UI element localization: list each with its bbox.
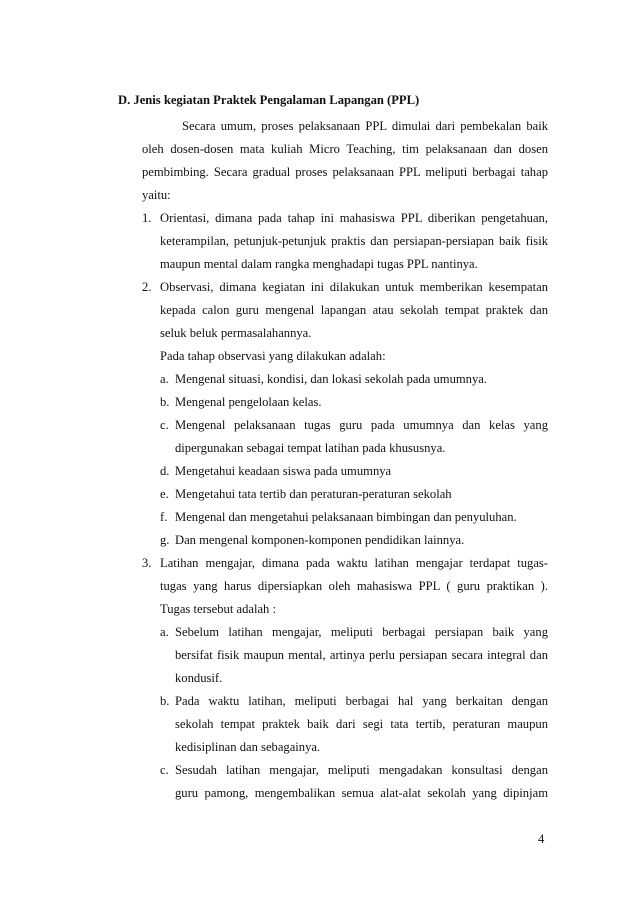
page-number: 4 [538, 832, 545, 846]
sublist-marker: a. [160, 372, 169, 386]
sublist-marker: c. [160, 418, 169, 432]
sublist-marker: b. [160, 694, 170, 708]
list-item-line: kepada calon guru mengenal lapangan atau sekolah tempat praktek dan [160, 303, 548, 317]
list-marker: 1. [142, 211, 152, 225]
sublist-marker: d. [160, 464, 170, 478]
sublist-item-line: guru pamong, mengembalikan semua alat-alat sekolah yang dipinjam [175, 786, 548, 800]
sublist-item-line: kedisiplinan dan sebagainya. [175, 740, 321, 754]
list-item-line: Observasi, dimana kegiatan ini dilakukan untuk memberikan kesempatan [160, 280, 548, 294]
sublist-marker: g. [160, 533, 170, 547]
intro-line: oleh dosen-dosen mata kuliah Micro Teaching, tim pelaksanaan dan dosen [142, 142, 548, 156]
intro-line: pembimbing. Secara gradual proses pelaksanaan PPL meliputi berbagai tahap [142, 165, 548, 179]
sublist-item-line: Mengenal pengelolaan kelas. [175, 395, 322, 409]
sublist-item-line: Sesudah latihan mengajar, meliputi mengadakan konsultasi dengan [175, 763, 548, 777]
list-item-line: Tugas tersebut adalah : [160, 602, 277, 616]
sublist-item-line: Mengenal pelaksanaan tugas guru pada umumnya dan kelas yang [175, 418, 548, 432]
sublist-marker: c. [160, 763, 169, 777]
list-item-line: Orientasi, dimana pada tahap ini mahasiswa PPL diberikan pengetahuan, [160, 211, 548, 225]
section-heading: D. Jenis kegiatan Praktek Pengalaman Lapangan (PPL) [118, 93, 420, 107]
sublist-item-line: Sebelum latihan mengajar, meliputi berbagai persiapan baik yang [175, 625, 548, 639]
sublist-item-line: Mengenal dan mengetahui pelaksanaan bimbingan dan penyuluhan. [175, 510, 517, 524]
list-item-line: seluk beluk permasalahannya. [160, 326, 312, 340]
list-item-line: Pada tahap observasi yang dilakukan adalah: [160, 349, 386, 363]
sublist-item-line: Mengetahui keadaan siswa pada umumnya [175, 464, 392, 478]
sublist-item-line: dipergunakan sebagai tempat latihan pada khususnya. [175, 441, 446, 455]
sublist-item-line: Mengetahui tata tertib dan peraturan-peraturan sekolah [175, 487, 452, 501]
sublist-item-line: kondusif. [175, 671, 223, 685]
list-marker: 3. [142, 556, 152, 570]
list-item-line: maupun mental dalam rangka menghadapi tugas PPL nantinya. [160, 257, 478, 271]
sublist-item-line: sekolah tempat praktek baik dari segi tata tertib, peraturan maupun [175, 717, 548, 731]
intro-line: Secara umum, proses pelaksanaan PPL dimulai dari pembekalan baik [182, 119, 548, 133]
list-item-line: keterampilan, petunjuk-petunjuk praktis dan persiapan-persiapan baik fisik [160, 234, 548, 248]
sublist-marker: b. [160, 395, 170, 409]
sublist-marker: a. [160, 625, 169, 639]
list-item-line: Latihan mengajar, dimana pada waktu latihan mengajar terdapat tugas- [160, 556, 548, 570]
sublist-item-line: Dan mengenal komponen-komponen pendidikan lainnya. [175, 533, 465, 547]
list-marker: 2. [142, 280, 152, 294]
list-item-line: tugas yang harus dipersiapkan oleh mahasiswa PPL ( guru praktikan ). [160, 579, 548, 593]
sublist-item-line: Mengenal situasi, kondisi, dan lokasi sekolah pada umumnya. [175, 372, 487, 386]
sublist-item-line: Pada waktu latihan, meliputi berbagai hal yang berkaitan dengan [175, 694, 548, 708]
intro-line: yaitu: [142, 188, 171, 202]
sublist-item-line: bersifat fisik maupun mental, artinya perlu persiapan secara integral dan [175, 648, 548, 662]
sublist-marker: e. [160, 487, 169, 501]
sublist-marker: f. [160, 510, 168, 524]
